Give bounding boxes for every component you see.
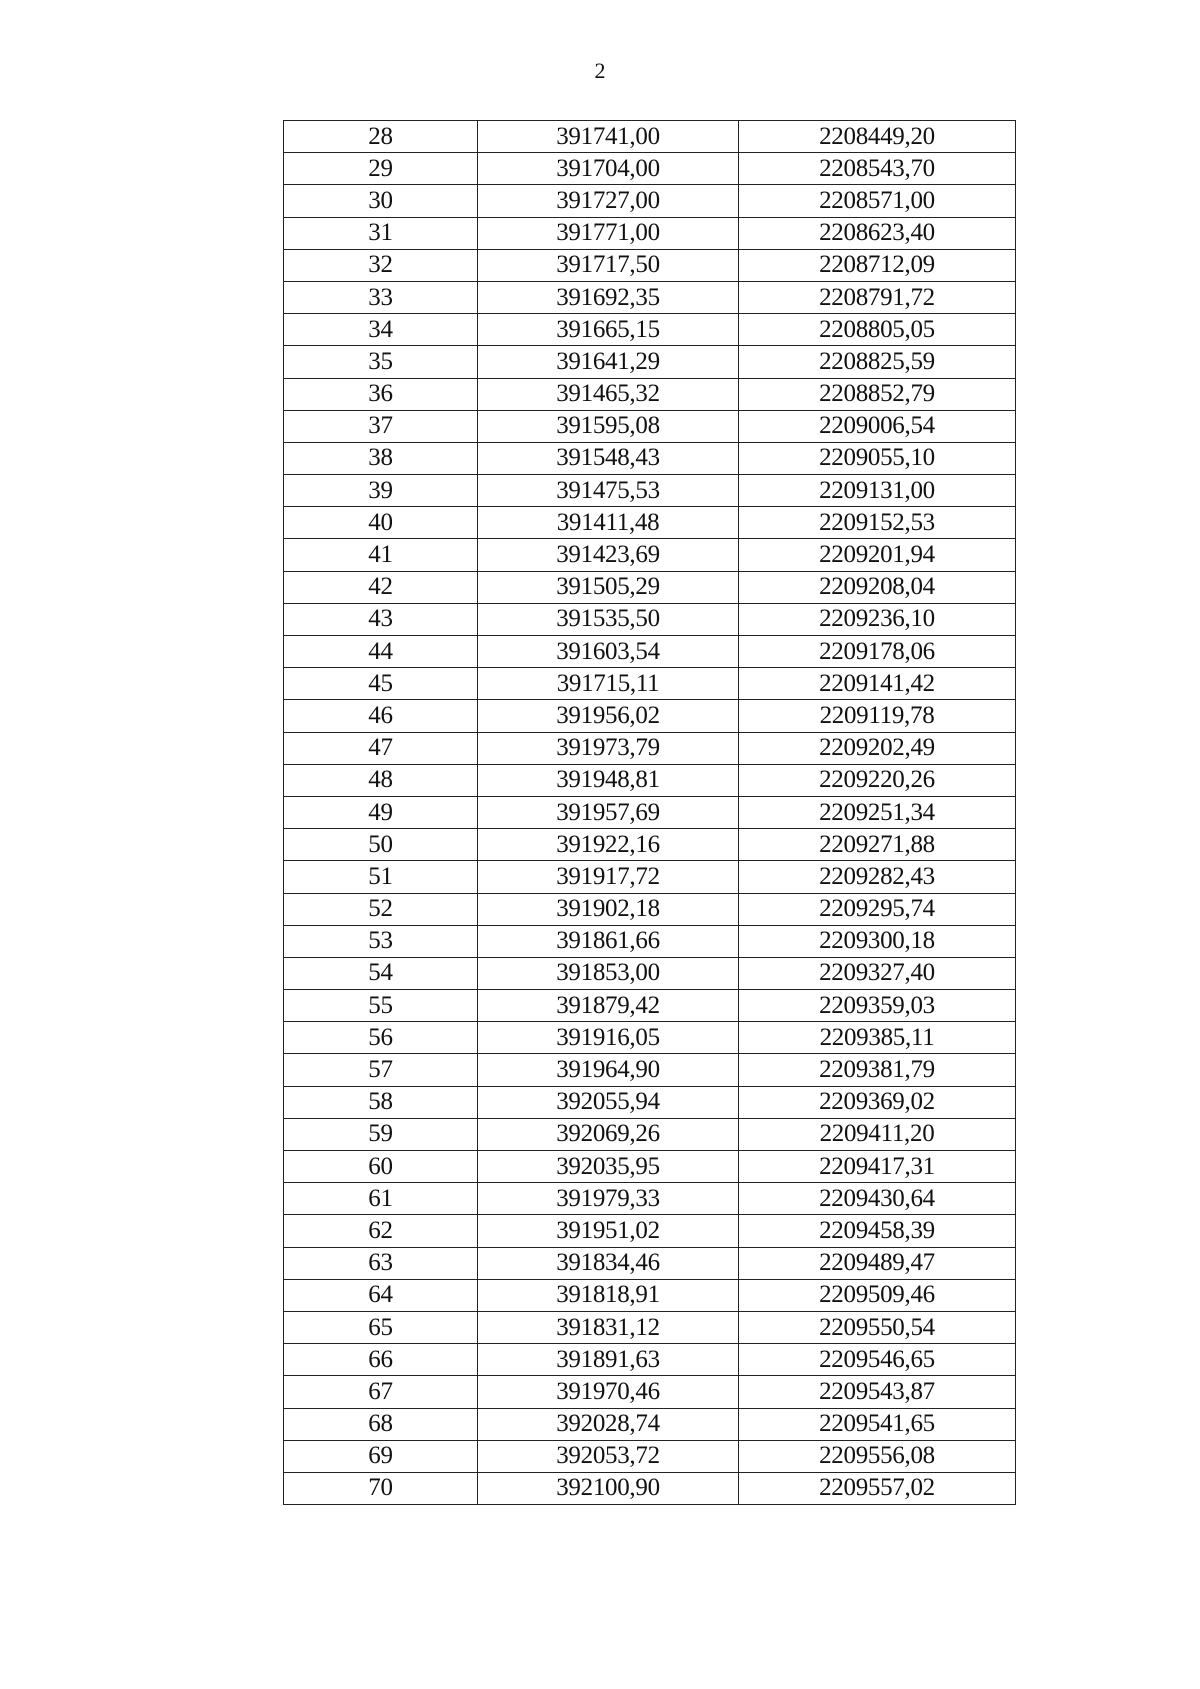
point-number-cell: 55 xyxy=(284,990,478,1022)
y-coordinate-cell: 2209251,34 xyxy=(739,796,1016,828)
point-number-cell: 46 xyxy=(284,700,478,732)
y-coordinate-cell: 2208791,72 xyxy=(739,281,1016,313)
x-coordinate-cell: 391917,72 xyxy=(478,861,739,893)
point-number-cell: 64 xyxy=(284,1279,478,1311)
table-row xyxy=(284,314,1016,346)
table-row xyxy=(284,636,1016,668)
x-coordinate-cell: 391548,43 xyxy=(478,442,739,474)
point-number-cell: 31 xyxy=(284,217,478,249)
y-coordinate-cell: 2209541,65 xyxy=(739,1408,1016,1440)
point-number-cell: 30 xyxy=(284,185,478,217)
point-number-cell: 56 xyxy=(284,1022,478,1054)
y-coordinate-cell: 2209556,08 xyxy=(739,1440,1016,1472)
point-number-cell: 38 xyxy=(284,442,478,474)
point-number-cell: 65 xyxy=(284,1311,478,1343)
x-coordinate-cell: 392100,90 xyxy=(478,1472,739,1504)
table-row xyxy=(284,829,1016,861)
y-coordinate-cell: 2209369,02 xyxy=(739,1086,1016,1118)
y-coordinate-cell: 2209543,87 xyxy=(739,1376,1016,1408)
x-coordinate-cell: 391715,11 xyxy=(478,668,739,700)
table-row xyxy=(284,153,1016,185)
x-coordinate-cell: 391853,00 xyxy=(478,957,739,989)
table-row xyxy=(284,1472,1016,1504)
x-coordinate-cell: 391861,66 xyxy=(478,925,739,957)
y-coordinate-cell: 2208805,05 xyxy=(739,314,1016,346)
point-number-cell: 66 xyxy=(284,1344,478,1376)
y-coordinate-cell: 2209327,40 xyxy=(739,957,1016,989)
y-coordinate-cell: 2209359,03 xyxy=(739,990,1016,1022)
table-row xyxy=(284,442,1016,474)
table-row xyxy=(284,1118,1016,1150)
table-row xyxy=(284,185,1016,217)
x-coordinate-cell: 391956,02 xyxy=(478,700,739,732)
x-coordinate-cell: 391891,63 xyxy=(478,1344,739,1376)
coordinates-table xyxy=(283,120,1016,1505)
y-coordinate-cell: 2209271,88 xyxy=(739,829,1016,861)
point-number-cell: 63 xyxy=(284,1247,478,1279)
point-number-cell: 44 xyxy=(284,636,478,668)
y-coordinate-cell: 2209006,54 xyxy=(739,410,1016,442)
x-coordinate-cell: 391818,91 xyxy=(478,1279,739,1311)
y-coordinate-cell: 2208852,79 xyxy=(739,378,1016,410)
y-coordinate-cell: 2209208,04 xyxy=(739,571,1016,603)
y-coordinate-cell: 2209489,47 xyxy=(739,1247,1016,1279)
point-number-cell: 61 xyxy=(284,1183,478,1215)
point-number-cell: 29 xyxy=(284,153,478,185)
y-coordinate-cell: 2209178,06 xyxy=(739,636,1016,668)
point-number-cell: 34 xyxy=(284,314,478,346)
table-row xyxy=(284,603,1016,635)
y-coordinate-cell: 2209546,65 xyxy=(739,1344,1016,1376)
point-number-cell: 57 xyxy=(284,1054,478,1086)
table-row xyxy=(284,1376,1016,1408)
point-number-cell: 69 xyxy=(284,1440,478,1472)
y-coordinate-cell: 2209430,64 xyxy=(739,1183,1016,1215)
y-coordinate-cell: 2209417,31 xyxy=(739,1151,1016,1183)
y-coordinate-cell: 2209141,42 xyxy=(739,668,1016,700)
y-coordinate-cell: 2209509,46 xyxy=(739,1279,1016,1311)
table-row xyxy=(284,475,1016,507)
y-coordinate-cell: 2208623,40 xyxy=(739,217,1016,249)
x-coordinate-cell: 391831,12 xyxy=(478,1311,739,1343)
table-row xyxy=(284,539,1016,571)
point-number-cell: 43 xyxy=(284,603,478,635)
table-row xyxy=(284,732,1016,764)
point-number-cell: 39 xyxy=(284,475,478,507)
y-coordinate-cell: 2209202,49 xyxy=(739,732,1016,764)
table-row xyxy=(284,796,1016,828)
table-row xyxy=(284,957,1016,989)
point-number-cell: 58 xyxy=(284,1086,478,1118)
point-number-cell: 68 xyxy=(284,1408,478,1440)
y-coordinate-cell: 2209557,02 xyxy=(739,1472,1016,1504)
y-coordinate-cell: 2209220,26 xyxy=(739,764,1016,796)
x-coordinate-cell: 392035,95 xyxy=(478,1151,739,1183)
table-row xyxy=(284,1311,1016,1343)
table-row xyxy=(284,1086,1016,1118)
x-coordinate-cell: 391957,69 xyxy=(478,796,739,828)
x-coordinate-cell: 391505,29 xyxy=(478,571,739,603)
table-row xyxy=(284,121,1016,153)
point-number-cell: 54 xyxy=(284,957,478,989)
y-coordinate-cell: 2209201,94 xyxy=(739,539,1016,571)
x-coordinate-cell: 391916,05 xyxy=(478,1022,739,1054)
table-row xyxy=(284,281,1016,313)
x-coordinate-cell: 392053,72 xyxy=(478,1440,739,1472)
x-coordinate-cell: 391465,32 xyxy=(478,378,739,410)
table-row xyxy=(284,861,1016,893)
point-number-cell: 49 xyxy=(284,796,478,828)
point-number-cell: 32 xyxy=(284,249,478,281)
y-coordinate-cell: 2209385,11 xyxy=(739,1022,1016,1054)
table-row xyxy=(284,346,1016,378)
point-number-cell: 41 xyxy=(284,539,478,571)
x-coordinate-cell: 391973,79 xyxy=(478,732,739,764)
table-row xyxy=(284,668,1016,700)
table-row xyxy=(284,571,1016,603)
x-coordinate-cell: 391902,18 xyxy=(478,893,739,925)
y-coordinate-cell: 2209295,74 xyxy=(739,893,1016,925)
x-coordinate-cell: 391595,08 xyxy=(478,410,739,442)
y-coordinate-cell: 2208712,09 xyxy=(739,249,1016,281)
x-coordinate-cell: 391951,02 xyxy=(478,1215,739,1247)
point-number-cell: 50 xyxy=(284,829,478,861)
point-number-cell: 36 xyxy=(284,378,478,410)
x-coordinate-cell: 391641,29 xyxy=(478,346,739,378)
point-number-cell: 40 xyxy=(284,507,478,539)
x-coordinate-cell: 392069,26 xyxy=(478,1118,739,1150)
x-coordinate-cell: 391741,00 xyxy=(478,121,739,153)
table-row xyxy=(284,1440,1016,1472)
y-coordinate-cell: 2209458,39 xyxy=(739,1215,1016,1247)
x-coordinate-cell: 391727,00 xyxy=(478,185,739,217)
point-number-cell: 28 xyxy=(284,121,478,153)
x-coordinate-cell: 391834,46 xyxy=(478,1247,739,1279)
table-row xyxy=(284,1344,1016,1376)
table-row xyxy=(284,1183,1016,1215)
table-row xyxy=(284,1215,1016,1247)
y-coordinate-cell: 2208449,20 xyxy=(739,121,1016,153)
table-row xyxy=(284,990,1016,1022)
y-coordinate-cell: 2209282,43 xyxy=(739,861,1016,893)
table-row xyxy=(284,249,1016,281)
x-coordinate-cell: 391411,48 xyxy=(478,507,739,539)
x-coordinate-cell: 391879,42 xyxy=(478,990,739,1022)
y-coordinate-cell: 2208571,00 xyxy=(739,185,1016,217)
point-number-cell: 48 xyxy=(284,764,478,796)
table-row xyxy=(284,507,1016,539)
y-coordinate-cell: 2209119,78 xyxy=(739,700,1016,732)
point-number-cell: 67 xyxy=(284,1376,478,1408)
x-coordinate-cell: 391475,53 xyxy=(478,475,739,507)
page-number: 2 xyxy=(594,58,606,83)
coordinates-table-body xyxy=(284,121,1016,1505)
x-coordinate-cell: 391970,46 xyxy=(478,1376,739,1408)
point-number-cell: 60 xyxy=(284,1151,478,1183)
x-coordinate-cell: 391692,35 xyxy=(478,281,739,313)
point-number-cell: 59 xyxy=(284,1118,478,1150)
point-number-cell: 51 xyxy=(284,861,478,893)
x-coordinate-cell: 392055,94 xyxy=(478,1086,739,1118)
point-number-cell: 35 xyxy=(284,346,478,378)
point-number-cell: 62 xyxy=(284,1215,478,1247)
table-row xyxy=(284,410,1016,442)
x-coordinate-cell: 391922,16 xyxy=(478,829,739,861)
x-coordinate-cell: 391535,50 xyxy=(478,603,739,635)
x-coordinate-cell: 391717,50 xyxy=(478,249,739,281)
x-coordinate-cell: 391665,15 xyxy=(478,314,739,346)
y-coordinate-cell: 2209152,53 xyxy=(739,507,1016,539)
x-coordinate-cell: 391979,33 xyxy=(478,1183,739,1215)
point-number-cell: 70 xyxy=(284,1472,478,1504)
table-row xyxy=(284,1054,1016,1086)
point-number-cell: 47 xyxy=(284,732,478,764)
table-row xyxy=(284,1022,1016,1054)
table-row xyxy=(284,925,1016,957)
point-number-cell: 33 xyxy=(284,281,478,313)
y-coordinate-cell: 2209131,00 xyxy=(739,475,1016,507)
y-coordinate-cell: 2209381,79 xyxy=(739,1054,1016,1086)
point-number-cell: 53 xyxy=(284,925,478,957)
table-row xyxy=(284,1151,1016,1183)
x-coordinate-cell: 391948,81 xyxy=(478,764,739,796)
x-coordinate-cell: 391603,54 xyxy=(478,636,739,668)
table-row xyxy=(284,1247,1016,1279)
table-row xyxy=(284,764,1016,796)
x-coordinate-cell: 391771,00 xyxy=(478,217,739,249)
y-coordinate-cell: 2208825,59 xyxy=(739,346,1016,378)
y-coordinate-cell: 2209055,10 xyxy=(739,442,1016,474)
table-row xyxy=(284,217,1016,249)
y-coordinate-cell: 2209550,54 xyxy=(739,1311,1016,1343)
point-number-cell: 45 xyxy=(284,668,478,700)
point-number-cell: 52 xyxy=(284,893,478,925)
y-coordinate-cell: 2209411,20 xyxy=(739,1118,1016,1150)
table-row xyxy=(284,378,1016,410)
x-coordinate-cell: 391423,69 xyxy=(478,539,739,571)
y-coordinate-cell: 2209236,10 xyxy=(739,603,1016,635)
x-coordinate-cell: 391964,90 xyxy=(478,1054,739,1086)
table-row xyxy=(284,893,1016,925)
table-row xyxy=(284,1408,1016,1440)
point-number-cell: 42 xyxy=(284,571,478,603)
x-coordinate-cell: 391704,00 xyxy=(478,153,739,185)
x-coordinate-cell: 392028,74 xyxy=(478,1408,739,1440)
y-coordinate-cell: 2208543,70 xyxy=(739,153,1016,185)
table-row xyxy=(284,700,1016,732)
y-coordinate-cell: 2209300,18 xyxy=(739,925,1016,957)
point-number-cell: 37 xyxy=(284,410,478,442)
table-row xyxy=(284,1279,1016,1311)
